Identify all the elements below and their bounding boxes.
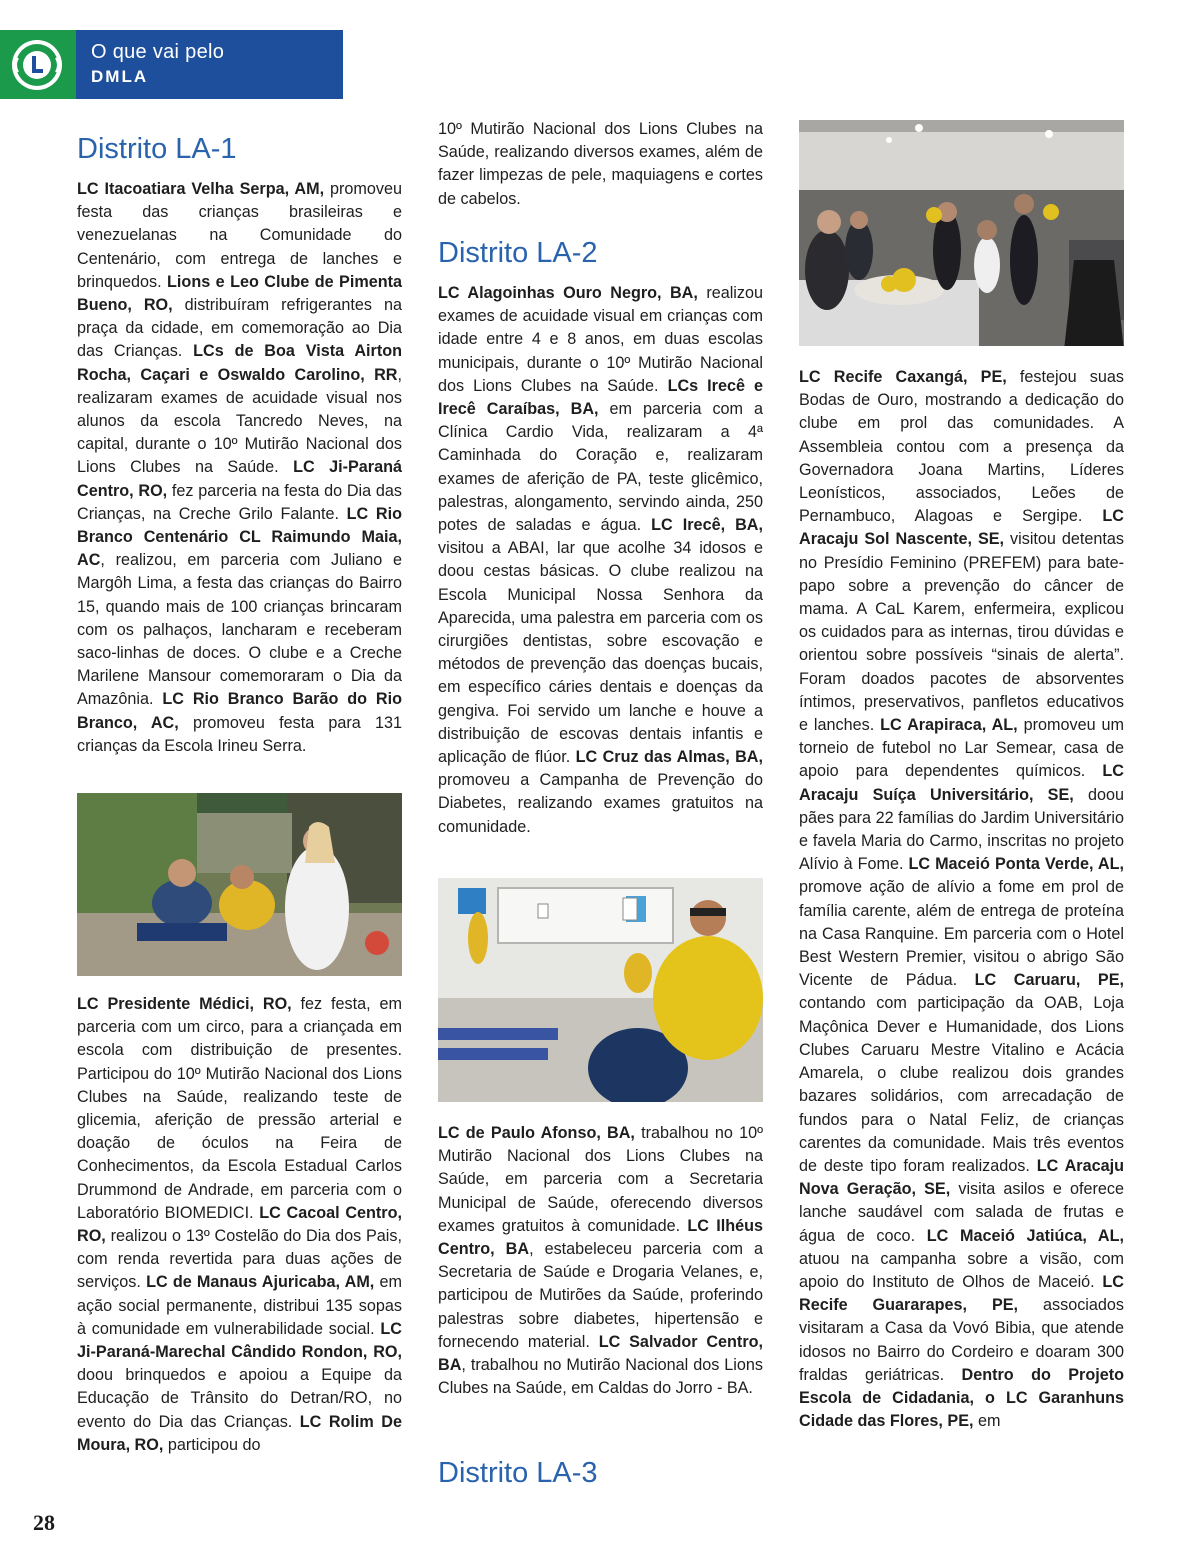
page-number: 28 xyxy=(33,1510,55,1535)
col1-para2-text: realizou o 13º Costelão do Dia dos Pais, com renda revertida para duas ações de serviços. xyxy=(77,1227,402,1292)
col1-para1-club-name: Lions e Leo Clube de Pimenta Bueno, RO, xyxy=(77,272,402,315)
col3-para1-club-name: LC Arapiraca, AL, xyxy=(880,716,1018,735)
col3-para1-club-name: LC Aracaju Nova Geração, SE, xyxy=(799,1156,1125,1199)
col2-para2-club-name: LC de Paulo Afonso, BA, xyxy=(438,1124,635,1142)
col2-para1-text: promoveu a Campanha de Prevenção do Diabetes, realizando exames gratuitos na comunidade. xyxy=(438,771,763,836)
col1-paragraph-1 xyxy=(77,178,402,758)
col1-para2-text: em ação social permanente, distribui 135 sopas à comunidade em vulnerabilidade social. xyxy=(77,1273,402,1338)
col2-para1-club-name: LC Alagoinhas Ouro Negro, BA, xyxy=(438,284,698,302)
col2-para0-text xyxy=(438,118,763,211)
col2-para1-club-name: LC Irecê, BA, xyxy=(651,516,763,535)
section-header xyxy=(76,30,343,99)
col1-para1-text: , realizaram exames de acuidade visual nos alunos da escola Tancredo Neves, na capital, durante o 10º Mutirão Nacional dos Lions Clubes na Saúde. xyxy=(77,365,402,477)
col1-para1-text: fez parceria na festa do Dia das Crianças, na Creche Grilo Falante. xyxy=(77,481,402,523)
col1-para2-text: doou brinquedos e apoiou a Equipe da Educação de Trânsito do Detran/RO, no evento do Dia das Crianças. xyxy=(77,1366,402,1431)
header-logo-block xyxy=(0,30,76,99)
col1-para2-club-name: LC Cacoal Centro, RO, xyxy=(77,1203,402,1246)
lions-logo-icon xyxy=(10,38,64,92)
photo-health-checkup xyxy=(77,793,402,976)
col2-para1-text: realizou exames de acuidade visual em crianças com idade entre 4 e 8 anos, em duas escolas municipais, durante o 10º Mutirão Nacional dos Lions Clubes na Saúde. xyxy=(438,284,764,395)
col1-para1-text xyxy=(77,178,402,758)
col2-para2-text: , trabalhou no Mutirão Nacional dos Lions Clubes na Saúde, em Caldas do Jorro - BA. xyxy=(438,1356,763,1398)
district-la1-heading: Distrito LA-1 xyxy=(77,133,237,165)
col2-para2-text: , estabeleceu parceria com a Secretaria de Saúde e Drogaria Velanes, e, participou de Mutirões da Saúde, proferindo palestras sobre diabetes, hipertensão e fornecendo material. xyxy=(438,1240,763,1351)
col3-para1-text: atuou na campanha sobre a visão, com apoio do Instituto de Olhos de Maceió. xyxy=(799,1249,1124,1291)
col2-para1-text: em parceria com a Clínica Cardio Vida, realizaram a 4ª Caminhada do Coração e, realizaram exames de aferição de PA, teste glicêmico, palestras, alongamento, servindo ainda, 250 potes de saladas e água. xyxy=(438,400,764,535)
col3-para1-text: visitou detentas no Presídio Feminino (PREFEM) para bate-papo sobre a prevenção do câncer de mama. A CaL Karem, enfermeira, explicou os cuidados para as internas, tirou dúvidas e orientou sobre possíveis “sinais de alerta”. Foram doados pacotes de absorventes íntimos, preservativos, panfletos educativos e lanches. xyxy=(799,530,1124,735)
col3-para1-club-name: LC Aracaju Sol Nascente, SE, xyxy=(799,507,1124,549)
col3-para1-club-name: LC Maceió Jatiúca, AL, xyxy=(926,1226,1124,1245)
col3-para1-club-name: LC Recife Guararapes, PE, xyxy=(799,1272,1124,1315)
col1-para2-club-name: LC Ji-Paraná-Marechal Cândido Rondon, RO, xyxy=(77,1319,402,1362)
col1-para1-club-name: LC Rio Branco Centenário CL Raimundo Maia, AC xyxy=(77,504,402,570)
col2-paragraph-0 xyxy=(438,118,763,211)
col1-para1-text: , realizou, em parceria com Juliano e Margôh Lima, a festa das crianças do Bairro 15, quando mais de 100 crianças brincaram com os palhaços, lancharam e receberam saco-linhas de doces. O clube e a Creche Marilene Mansour comemoraram o Dia da Amazônia. xyxy=(77,551,402,709)
col2-paragraph-2 xyxy=(438,1122,763,1400)
col3-para1-text: associados visitaram a Casa da Vovó Bibia, que atende idosos no Bairro do Cordeiro e doaram 300 fraldas geriátricas. xyxy=(799,1296,1124,1384)
col1-para1-club-name: LCs de Boa Vista Airton Rocha, Caçari e Oswaldo Carolino, RR xyxy=(77,342,403,384)
col1-para1-text: distribuíram refrigerantes na praça da cidade, em comemoração ao Dia das Crianças. xyxy=(77,296,402,361)
col1-para1-text: promoveu festa das crianças brasileiras e venezuelanas na Comunidade do Centenário, com entrega de lanches e brinquedos. xyxy=(77,180,402,291)
col1-para1-club-name: LC Itacoatiara Velha Serpa, AM, xyxy=(77,180,325,198)
col3-para1-text xyxy=(799,366,1124,1433)
col2-para2-text xyxy=(438,1122,763,1400)
col3-para1-club-name: Dentro do Projeto Escola de Cidadania, o LC Garanhuns Cidade das Flores, PE, xyxy=(799,1365,1124,1431)
col1-para2-club-name: LC Presidente Médici, RO, xyxy=(77,995,292,1013)
district-la3-heading: Distrito LA-3 xyxy=(438,1457,598,1489)
col3-para1-text: promoveu um torneio de futebol no Lar Semear, casa de apoio para dependentes químicos. xyxy=(799,716,1124,781)
col2-para1-text: visitou a ABAI, lar que acolhe 34 idosos e doou cestas básicas. O clube realizou na Escola Municipal Nossa Senhora da Aparecida, uma palestra em parceria com os cirurgiões dentistas, sobre escovação e métodos de prevenção das doenças bucais, em específico cáries dentais e doenças da gengiva. Foi servido um lanche e houve a distribuição de escovas dentais infantis e aplicação de flúor. xyxy=(438,539,763,767)
col3-para1-text: promove ação de alívio a fome em prol de família carente, além de entrega de proteína na Casa Ranquine. Em parceria com o Hotel Best Western Premier, visitou o abrigo São Vicente de Pádua. xyxy=(799,878,1124,990)
col3-para1-text: em xyxy=(973,1412,1001,1431)
col1-para2-text: fez festa, em parceria com um circo, para a criançada em escola com distribuição de presentes. Participou do 10º Mutirão Nacional dos Lions Clubes na Saúde, realizando teste de glicemia, aferição de pressão arterial e doação de óculos na Feira de Conhecimentos, da Escola Estadual Carlos Drummond de Andrade, em parceria com o Laboratório BIOMEDICI. xyxy=(77,995,402,1222)
col3-para1-club-name: LC Recife Caxangá, PE, xyxy=(799,368,1007,386)
section-subtitle: DMLA xyxy=(91,67,149,86)
district-la2-heading: Distrito LA-2 xyxy=(438,237,598,269)
col1-para2-club-name: LC de Manaus Ajuricaba, AM, xyxy=(146,1273,375,1292)
col1-para2-text xyxy=(77,993,402,1457)
col3-para1-text: visita asilos e oferece lanche saudável com salada de frutas e água de coco. xyxy=(799,1180,1124,1245)
col3-para1-text: doou pães para 22 famílias do Jardim Universitário e favela Maria do Carmo, inscritas no projeto Alívio à Fome. xyxy=(799,785,1124,874)
col1-para1-club-name: LC Ji-Paraná Centro, RO, xyxy=(77,458,402,500)
col1-para2-club-name: LC Rolim De Moura, RO, xyxy=(77,1412,403,1454)
photo-eye-exam-classroom xyxy=(438,878,763,1102)
col1-paragraph-2 xyxy=(77,993,402,1457)
col2-para0-text: 10º Mutirão Nacional dos Lions Clubes na Saúde, realizando diversos exames, além de fazer limpezas de pele, maquiagens e cortes de cabelos. xyxy=(438,120,763,208)
photo-club-assembly xyxy=(799,120,1124,346)
col3-para1-text: contando com participação da OAB, Loja Maçônica Dever e Humanidade, dos Lions Clubes Caruaru Mestre Vitalino e Acácia Amarela, o clube realizou dois grandes bazares solidários, com arrecadação de fundos para o Natal Feliz, de crianças carentes da comunidade. Mais três eventos de deste tipo foram realizados. xyxy=(799,994,1124,1175)
col3-para1-club-name: LC Maceió Ponta Verde, AL, xyxy=(908,855,1124,874)
col1-para1-club-name: LC Rio Branco Barão do Rio Branco, AC, xyxy=(77,690,402,732)
col1-para1-text: promoveu festa para 131 crianças da Escola Irineu Serra. xyxy=(77,713,402,755)
section-title: O que vai pelo xyxy=(91,41,225,63)
col3-para1-text: festejou suas Bodas de Ouro, mostrando a dedicação do clube em prol das comunidades. A Assembleia contou com a presença da Governadora Joana Martins, Líderes Leonísticos, associados, Leões de Pernambuco, Alagoas e Sergipe. xyxy=(799,368,1124,526)
col3-paragraph-1 xyxy=(799,366,1124,1433)
col2-para1-club-name: LCs Irecê e Irecê Caraíbas, BA, xyxy=(438,376,763,419)
col1-para2-text: participou do xyxy=(163,1435,261,1454)
col2-para2-text: trabalhou no 10º Mutirão Nacional dos Lions Clubes na Saúde, em parceria com a Secretaria Municipal de Saúde, oferecendo diversos exames gratuitos à comunidade. xyxy=(438,1124,763,1235)
col2-para1-club-name: LC Cruz das Almas, BA, xyxy=(575,748,763,767)
col3-para1-club-name: LC Caruaru, PE, xyxy=(974,971,1124,990)
col2-paragraph-1 xyxy=(438,282,763,839)
col3-para1-club-name: LC Aracaju Suíça Universitário, SE, xyxy=(799,762,1124,804)
col2-para2-club-name: LC Salvador Centro, BA xyxy=(438,1332,763,1375)
col2-para2-club-name: LC Ilhéus Centro, BA xyxy=(438,1216,763,1259)
col2-para1-text xyxy=(438,282,763,839)
